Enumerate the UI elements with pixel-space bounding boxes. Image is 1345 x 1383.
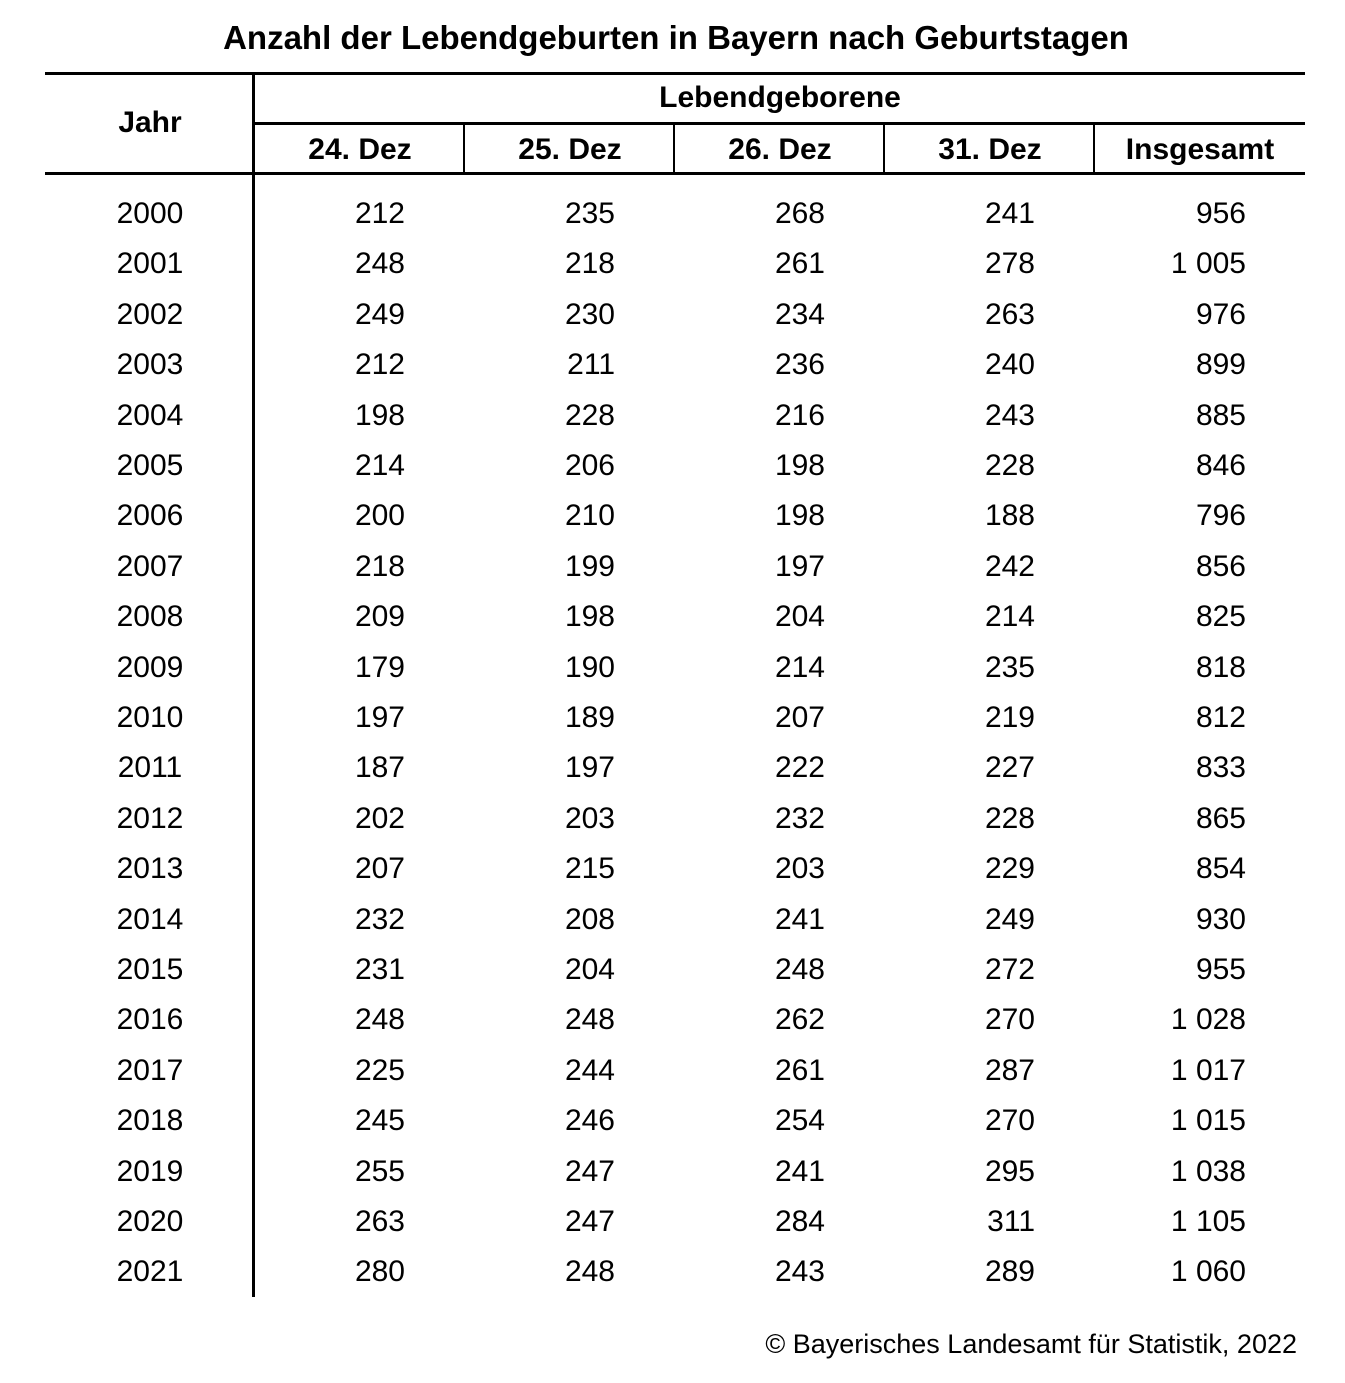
value-cell: 198 <box>354 398 405 432</box>
value-cell: 188 <box>984 499 1035 533</box>
value-cell: 1 038 <box>1170 1154 1246 1188</box>
value-cell: 187 <box>354 751 405 785</box>
value-cell: 214 <box>984 600 1035 634</box>
group-header-rule <box>254 122 1305 125</box>
year-cell: 2001 <box>116 247 184 281</box>
value-cell: 955 <box>1195 953 1246 986</box>
value-cell: 263 <box>354 1205 405 1238</box>
value-cell: 235 <box>984 650 1035 684</box>
value-cell: 232 <box>354 902 405 936</box>
value-cell: 214 <box>354 449 405 482</box>
value-cell: 280 <box>354 1255 405 1289</box>
column-header-24-dez: 24. Dez <box>308 133 412 166</box>
value-cell: 197 <box>354 701 405 734</box>
value-cell: 207 <box>354 852 405 886</box>
value-cell: 956 <box>1195 197 1246 230</box>
value-cell: 833 <box>1195 751 1246 785</box>
year-cell: 2016 <box>116 1003 184 1037</box>
value-cell: 289 <box>984 1255 1035 1289</box>
year-cell: 2007 <box>116 549 184 583</box>
value-cell: 203 <box>564 801 615 835</box>
value-cell: 1 028 <box>1170 1003 1246 1037</box>
value-cell: 825 <box>1195 600 1246 634</box>
value-cell: 214 <box>774 650 825 684</box>
year-cell: 2011 <box>117 751 183 785</box>
value-cell: 261 <box>774 1053 825 1087</box>
value-cell: 270 <box>984 1104 1035 1138</box>
value-cell: 236 <box>774 348 825 382</box>
value-cell: 235 <box>564 197 615 230</box>
value-cell: 248 <box>774 953 825 986</box>
value-cell: 229 <box>984 852 1035 886</box>
value-cell: 198 <box>774 499 825 533</box>
value-cell: 227 <box>984 751 1035 785</box>
value-cell: 812 <box>1195 701 1246 734</box>
value-cell: 207 <box>774 701 825 734</box>
value-cell: 268 <box>774 197 825 230</box>
value-cell: 272 <box>984 953 1035 986</box>
value-cell: 198 <box>564 600 615 634</box>
value-cell: 218 <box>354 549 405 583</box>
value-cell: 244 <box>564 1053 615 1087</box>
year-cell: 2010 <box>116 701 184 734</box>
value-cell: 211 <box>567 348 615 382</box>
value-cell: 976 <box>1195 297 1246 331</box>
value-cell: 885 <box>1195 398 1246 432</box>
value-cell: 197 <box>774 549 825 583</box>
value-cell: 241 <box>774 902 825 936</box>
value-cell: 218 <box>564 247 615 281</box>
value-cell: 179 <box>354 650 405 684</box>
year-cell: 2005 <box>116 449 184 482</box>
year-cell: 2003 <box>116 348 184 382</box>
year-cell: 2014 <box>116 902 184 936</box>
value-cell: 216 <box>774 398 825 432</box>
value-cell: 311 <box>987 1205 1035 1238</box>
table-top-rule <box>45 72 1305 75</box>
value-cell: 1 005 <box>1170 247 1246 281</box>
value-cell: 232 <box>774 801 825 835</box>
value-cell: 210 <box>564 499 615 533</box>
group-column-header: Lebendgeborene <box>659 81 901 114</box>
year-cell: 2008 <box>116 600 184 634</box>
value-cell: 198 <box>774 449 825 482</box>
value-cell: 209 <box>354 600 405 634</box>
value-cell: 199 <box>564 549 615 583</box>
value-cell: 249 <box>354 297 405 331</box>
year-cell: 2004 <box>116 398 184 432</box>
column-header-25-dez: 25. Dez <box>518 133 622 166</box>
year-column-header: Jahr <box>118 106 182 139</box>
value-cell: 228 <box>564 398 615 432</box>
value-cell: 241 <box>984 197 1035 230</box>
value-cell: 243 <box>984 398 1035 432</box>
value-cell: 1 017 <box>1170 1053 1246 1087</box>
value-cell: 1 105 <box>1170 1205 1246 1238</box>
value-cell: 899 <box>1195 348 1246 382</box>
copyright-footer: © Bayerisches Landesamt für Statistik, 2022 <box>765 1329 1297 1359</box>
value-cell: 242 <box>984 549 1035 583</box>
value-cell: 219 <box>984 701 1035 734</box>
value-cell: 222 <box>774 751 825 785</box>
value-cell: 854 <box>1195 852 1246 886</box>
value-cell: 856 <box>1195 549 1246 583</box>
value-cell: 197 <box>564 751 615 785</box>
value-cell: 215 <box>564 852 615 886</box>
value-cell: 230 <box>564 297 615 331</box>
value-cell: 865 <box>1195 801 1246 835</box>
value-cell: 204 <box>774 600 825 634</box>
value-cell: 212 <box>354 348 405 382</box>
value-cell: 796 <box>1195 499 1246 533</box>
value-cell: 930 <box>1195 902 1246 936</box>
value-cell: 247 <box>564 1205 615 1238</box>
year-cell: 2015 <box>116 953 184 986</box>
year-cell: 2013 <box>116 852 184 886</box>
value-cell: 255 <box>354 1154 405 1188</box>
value-cell: 1 060 <box>1170 1255 1246 1289</box>
value-cell: 1 015 <box>1170 1104 1246 1138</box>
value-cell: 287 <box>984 1053 1035 1087</box>
value-cell: 278 <box>984 247 1035 281</box>
year-cell: 2000 <box>116 197 184 230</box>
page-title: Anzahl der Lebendgeburten in Bayern nach Geburtstagen <box>223 19 1129 56</box>
year-cell: 2018 <box>116 1104 184 1138</box>
column-header-insgesamt: Insgesamt <box>1125 133 1275 166</box>
value-cell: 249 <box>984 902 1035 936</box>
value-cell: 228 <box>984 449 1035 482</box>
value-cell: 261 <box>774 247 825 281</box>
value-cell: 254 <box>774 1104 825 1138</box>
value-cell: 243 <box>774 1255 825 1289</box>
value-cell: 225 <box>354 1053 405 1087</box>
value-cell: 247 <box>564 1154 615 1188</box>
value-cell: 189 <box>564 701 615 734</box>
value-cell: 248 <box>564 1255 615 1289</box>
value-cell: 240 <box>984 348 1035 382</box>
year-cell: 2006 <box>116 499 184 533</box>
year-cell: 2009 <box>116 650 184 684</box>
value-cell: 295 <box>984 1154 1035 1188</box>
value-cell: 203 <box>774 852 825 886</box>
value-cell: 263 <box>984 297 1035 331</box>
value-cell: 200 <box>354 499 405 533</box>
column-header-26-dez: 26. Dez <box>728 133 832 166</box>
year-cell: 2021 <box>116 1255 184 1289</box>
column-header-31-dez: 31. Dez <box>938 133 1042 166</box>
value-cell: 248 <box>564 1003 615 1037</box>
year-cell: 2020 <box>116 1205 184 1238</box>
value-cell: 208 <box>564 902 615 936</box>
value-cell: 190 <box>564 650 615 684</box>
year-cell: 2002 <box>116 297 184 331</box>
value-cell: 206 <box>564 449 615 482</box>
value-cell: 248 <box>354 247 405 281</box>
value-cell: 284 <box>774 1205 825 1238</box>
year-cell: 2019 <box>116 1154 184 1188</box>
value-cell: 270 <box>984 1003 1035 1037</box>
value-cell: 245 <box>354 1104 405 1138</box>
value-cell: 202 <box>354 801 405 835</box>
value-cell: 241 <box>774 1154 825 1188</box>
value-cell: 846 <box>1195 449 1246 482</box>
year-cell: 2017 <box>116 1053 184 1087</box>
value-cell: 234 <box>774 297 825 331</box>
header-bottom-rule <box>45 172 1305 175</box>
value-cell: 818 <box>1195 650 1246 684</box>
year-cell: 2012 <box>116 801 184 835</box>
value-cell: 231 <box>354 953 405 986</box>
value-cell: 228 <box>984 801 1035 835</box>
value-cell: 212 <box>354 197 405 230</box>
value-cell: 262 <box>774 1003 825 1037</box>
value-cell: 204 <box>564 953 615 986</box>
value-cell: 248 <box>354 1003 405 1037</box>
value-cell: 246 <box>564 1104 615 1138</box>
